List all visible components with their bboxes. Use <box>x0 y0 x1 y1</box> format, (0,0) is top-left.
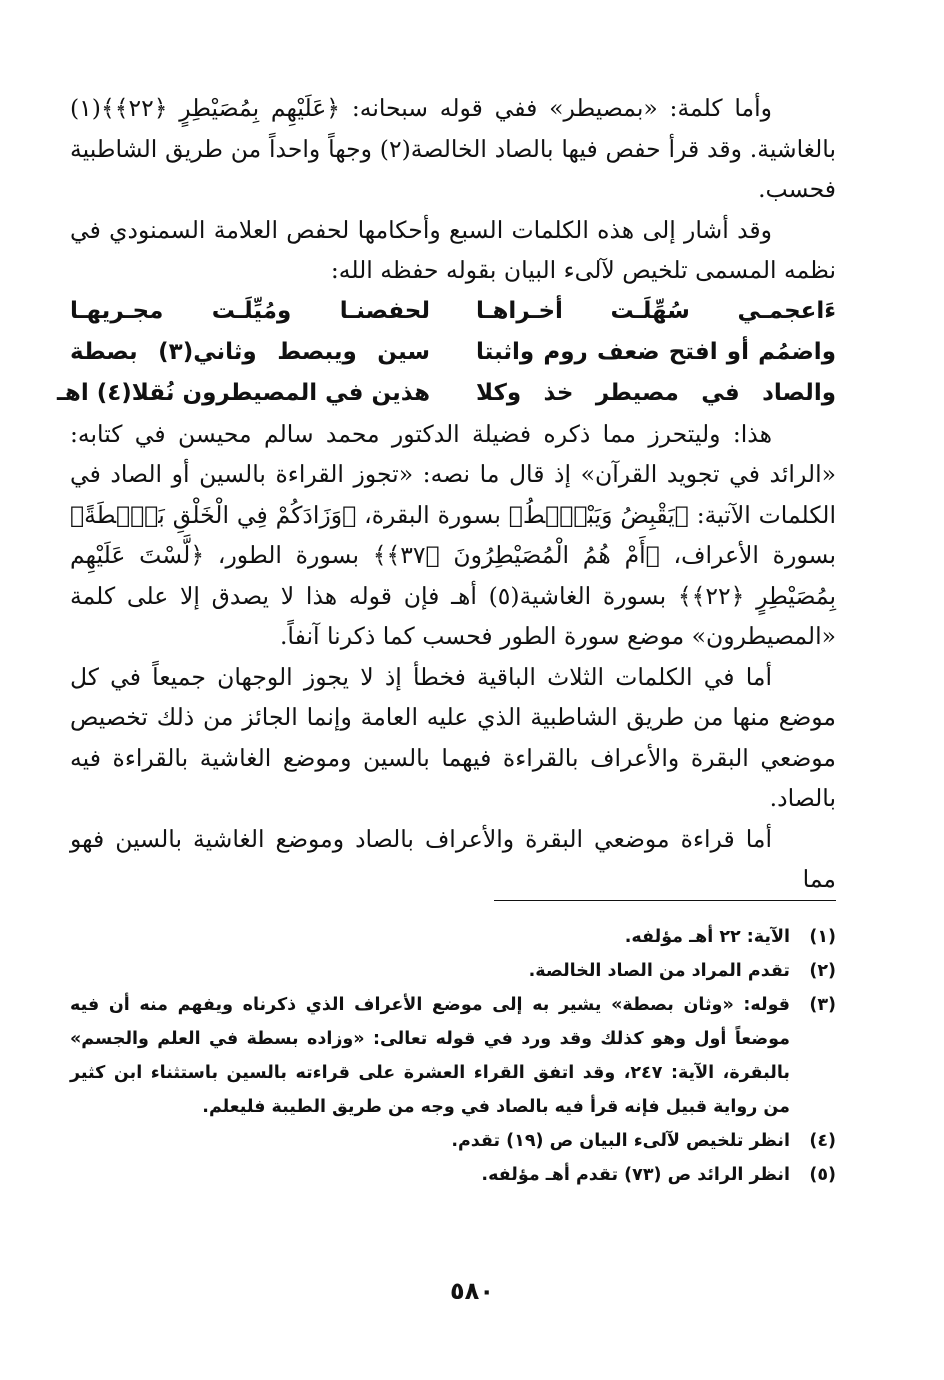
footnote <box>70 1158 836 1192</box>
footnote <box>70 1124 836 1158</box>
footnote <box>70 954 836 988</box>
paragraph-musaytir: وأما كلمة: «بمصيطر» ففي قوله سبحانه: ﴿عَلَيْهِم بِمُصَيْطِرٍ ﴿٢٢﴾﴾(١) بالغاشية. وقد قرأ حفص فيها بالصاد الخالصة(٢) وجهاً واحداً من طريق الشاطبية فحسب. <box>70 94 836 203</box>
footnote-number: (٣) <box>809 995 836 1015</box>
poem-verse <box>70 332 836 373</box>
verse-first-hemistich: ءَاعجمـي سُهِّلَـت أخـراهـا <box>475 297 836 324</box>
poem-verse <box>70 291 836 332</box>
page-number: ٥٨٠ <box>450 1277 494 1305</box>
main-text <box>57 88 836 900</box>
footnote-text: تقدم المراد من الصاد الخالصة. <box>528 961 790 981</box>
footnote-number: (٢) <box>809 961 836 981</box>
footnote-text: الآية: ٢٢ أهـ مؤلفه. <box>624 927 790 947</box>
paragraph-samannudi: وقد أشار إلى هذه الكلمات السبع وأحكامها لحفص العلامة السمنودي في نظمه المسمى تلخيص لآلىء البيان بقوله حفظه الله: <box>70 215 836 284</box>
footnote-number: (١) <box>809 927 836 947</box>
paragraph-muhaysin: هذا: وليتحرز مما ذكره فضيلة الدكتور محمد سالم محيسن في كتابه: «الرائد في تجويد القرآن» إذ قال ما نصه: «تجوز القراءة بالسين أو الصاد في الكلمات الآتية: ﴿يَقْبِضُ وَيَبْصُۜطُ﴾ بسورة البقرة، ﴿وَزَادَكُمْ فِي الْخَلْقِ بَصْۜطَةً﴾ بسورة الأعراف، ﴿أَمْ هُمُ الْمُصَيْطِرُونَ ﴿٣٧﴾﴾ بسورة الطور، ﴿لَّسْتَ عَلَيْهِم بِمُصَيْطِرٍ ﴿٢٢﴾﴾ بسورة الغاشية(٥) أهـ فإن قوله هذا لا يصدق إلا على كلمة «المصيطرون» موضع سورة الطور فحسب كما ذكرنا آنفاً. <box>70 419 836 650</box>
paragraph-three-words: أما في الكلمات الثلاث الباقية فخطأ إذ لا يجوز الوجهان جميعاً في كل موضع منها من طريق الشاطبية الذي عليه العامة وإنما الجائز من ذلك تخصيص موضعي البقرة والأعراف بالقراءة فيهما بالسين وموضع الغاشية بالقراءة فيه بالصاد. <box>70 662 836 812</box>
verse-first-hemistich: واضمُم أو افتح ضعف روم واثبتا <box>475 338 836 365</box>
footnote-divider <box>494 900 836 901</box>
verse-first-hemistich: والصاد في مصيطر خذ وكلا <box>475 379 836 406</box>
footnote-number: (٥) <box>809 1165 836 1185</box>
footnotes <box>70 920 836 1192</box>
footnote <box>70 988 836 1124</box>
footnote-text: قوله: «وثان بصطة» يشير به إلى موضع الأعراف الذي ذكرناه ويفهم منه أن فيه موضعاً أول وهو كذلك وقد ورد في قوله تعالى: «وزاده بسطة في العلم والجسم» بالبقرة، الآية: ٢٤٧، وقد اتفق القراء العشرة على قراءته بالسين باستثناء ابن كثير من رواية قبيل فإنه قرأ فيه بالصاد في وجه من طريق الطيبة فليعلم. <box>70 995 790 1117</box>
verse-second-hemistich: هذين في المصيطرون نُقلا(٤) اهـ <box>57 379 431 406</box>
footnote-number: (٤) <box>809 1131 836 1151</box>
footnote-text: انظر الرائد ص (٧٣) تقدم أهـ مؤلفه. <box>481 1165 790 1185</box>
footnote <box>70 920 836 954</box>
footnote-text: انظر تلخيص لآلىء البيان ص (١٩) تقدم. <box>451 1131 790 1151</box>
paragraph-reading: أما قراءة موضعي البقرة والأعراف بالصاد وموضع الغاشية بالسين فهو مما <box>70 824 836 893</box>
poem-block <box>57 291 836 414</box>
verse-second-hemistich: لحفصنـا ومُيِّلَـت مجـريهـا <box>70 297 431 324</box>
poem-verse <box>57 373 836 414</box>
verse-second-hemistich: سين ويبصط وثاني(٣) بصطة <box>70 338 431 365</box>
